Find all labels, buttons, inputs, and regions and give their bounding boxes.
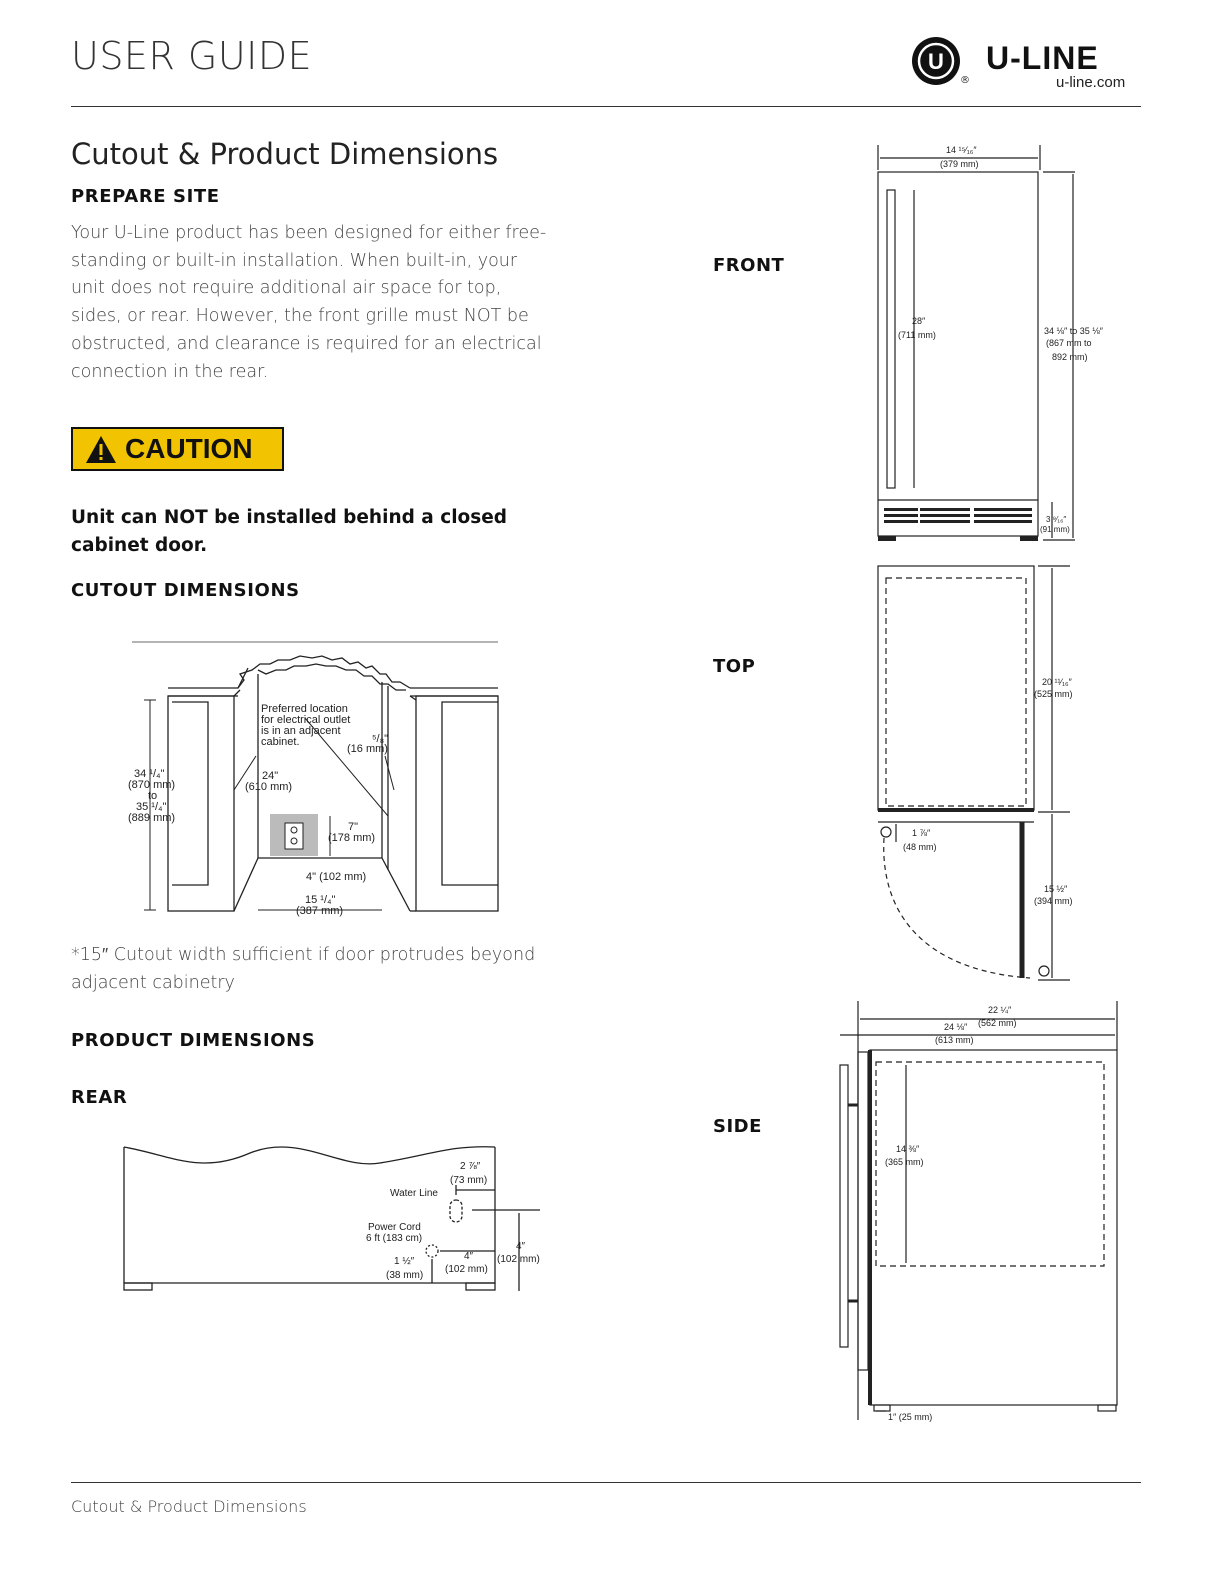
outlet-note-2: for electrical outlet: [261, 714, 351, 726]
water-offset-2: (73 mm): [450, 1175, 488, 1186]
height-dim-5: (889 mm): [128, 812, 176, 824]
footer-divider: [71, 1482, 1141, 1483]
product-dimensions-heading: PRODUCT DIMENSIONS: [71, 1030, 316, 1051]
height-dim-3: to: [148, 790, 158, 802]
rear-heading: REAR: [71, 1087, 128, 1108]
water-height-2: (102 mm): [497, 1254, 540, 1265]
height-dim-2: (870 mm): [128, 779, 176, 791]
front-height-3: 892 mm): [1052, 352, 1088, 362]
outlet-note-4: cabinet.: [261, 736, 300, 748]
depth-dim-1: 24": [262, 770, 279, 782]
top-hinge-1: 1 ⅞″: [912, 828, 931, 838]
outlet-note-1: Preferred location: [261, 703, 348, 715]
side-inner-2: (365 mm): [885, 1157, 924, 1167]
outlet-note-3: is in an adjacent: [261, 725, 341, 737]
registered-mark: ®: [960, 75, 970, 86]
outlet-height-1: 7": [348, 821, 359, 833]
cutout-heading: CUTOUT DIMENSIONS: [71, 580, 300, 601]
brand-name: U-LINE: [986, 40, 1099, 76]
top-hinge-2: (48 mm): [903, 842, 937, 852]
power-offset-1: 1 ½″: [394, 1256, 415, 1267]
caution-badge: [71, 427, 284, 471]
rear-diagram: [110, 1135, 560, 1305]
front-handle-1: 28″: [912, 316, 926, 326]
top-view-label: TOP: [713, 656, 756, 677]
outlet-height-2: (178 mm): [328, 832, 376, 844]
side-bottom: 1″ (25 mm): [888, 1412, 933, 1422]
front-grille-2: (91 mm): [1040, 525, 1070, 534]
section-title: Cutout & Product Dimensions: [71, 137, 499, 171]
top-swing-2: (394 mm): [1034, 896, 1073, 906]
top-depth-1: 20 ¹¹⁄₁₆″: [1042, 677, 1072, 687]
side-inner-1: 14 ⅜″: [896, 1144, 920, 1154]
height-dim-1: 34 ¹/₄": [134, 768, 165, 780]
front-height-2: (867 mm to: [1046, 338, 1092, 348]
header-divider: [71, 106, 1141, 107]
water-line-label: Water Line: [390, 1188, 438, 1199]
top-swing-1: 15 ½″: [1044, 884, 1068, 894]
cutout-diagram: [110, 630, 510, 930]
front-width-2: (379 mm): [940, 159, 979, 169]
water-height-1: 4″: [516, 1241, 526, 1252]
top-depth-2: (525 mm): [1034, 689, 1073, 699]
front-width-1: 14 ¹⁵⁄₁₆″: [946, 145, 977, 155]
power-side-2: (102 mm): [445, 1264, 488, 1275]
gap-dim-2: (16 mm): [347, 743, 388, 755]
side-total-2: (613 mm): [935, 1035, 974, 1045]
top-view-diagram: [860, 560, 1120, 990]
front-view-diagram: [860, 140, 1120, 550]
caution-text: Unit can NOT be installed behind a closed cabinet door.: [71, 507, 508, 556]
footer-text: Cutout & Product Dimensions: [71, 1497, 307, 1516]
side-depth-1: 22 ¼″: [988, 1005, 1012, 1015]
page-title: USER GUIDE: [71, 34, 313, 78]
caution-label: CAUTION: [125, 433, 253, 464]
u-line-logo-icon: [910, 33, 966, 89]
power-offset-2: (38 mm): [386, 1270, 424, 1281]
side-total-1: 24 ⅛″: [944, 1022, 968, 1032]
depth-dim-2: (610 mm): [245, 781, 293, 793]
side-view-label: SIDE: [713, 1116, 762, 1137]
width-dim-1: 15 ¹/₄": [305, 894, 336, 906]
width-dim-2: (387 mm): [296, 905, 344, 917]
front-height-1: 34 ⅛″ to 35 ⅛″: [1044, 326, 1103, 336]
gap-dim-1: ⁵/₈": [372, 733, 389, 745]
front-view-label: FRONT: [713, 255, 785, 276]
outlet-width: 4" (102 mm): [306, 871, 367, 883]
warning-icon: [83, 433, 119, 465]
height-dim-4: 35 ¹/₄": [136, 801, 167, 813]
power-side-1: 4″: [464, 1251, 474, 1262]
prepare-site-heading: PREPARE SITE: [71, 186, 220, 207]
side-view-diagram: [830, 995, 1130, 1425]
front-handle-2: (711 mm): [898, 330, 936, 340]
front-grille-1: 3 ⁹⁄₁₆″: [1046, 515, 1067, 524]
side-depth-2: (562 mm): [978, 1018, 1017, 1028]
brand-url[interactable]: u-line.com: [1056, 74, 1126, 91]
logo-letter: U: [928, 49, 944, 74]
cutout-footnote: *15″ Cutout width sufficient if door protrudes beyond adjacent cabinetry: [71, 945, 536, 993]
power-cord-label-2: 6 ft (183 cm): [366, 1233, 423, 1244]
prepare-site-body: Your U-Line product has been designed for either free-standing or built-in installation. When built-in, your unit does not require additional air space for top, sides, or rear. However, the front grille must NOT be obstructed, and clearance is required for an electrical connection in the rear.: [71, 223, 547, 382]
power-cord-label-1: Power Cord: [368, 1222, 421, 1233]
water-offset-1: 2 ⅞″: [460, 1161, 481, 1172]
